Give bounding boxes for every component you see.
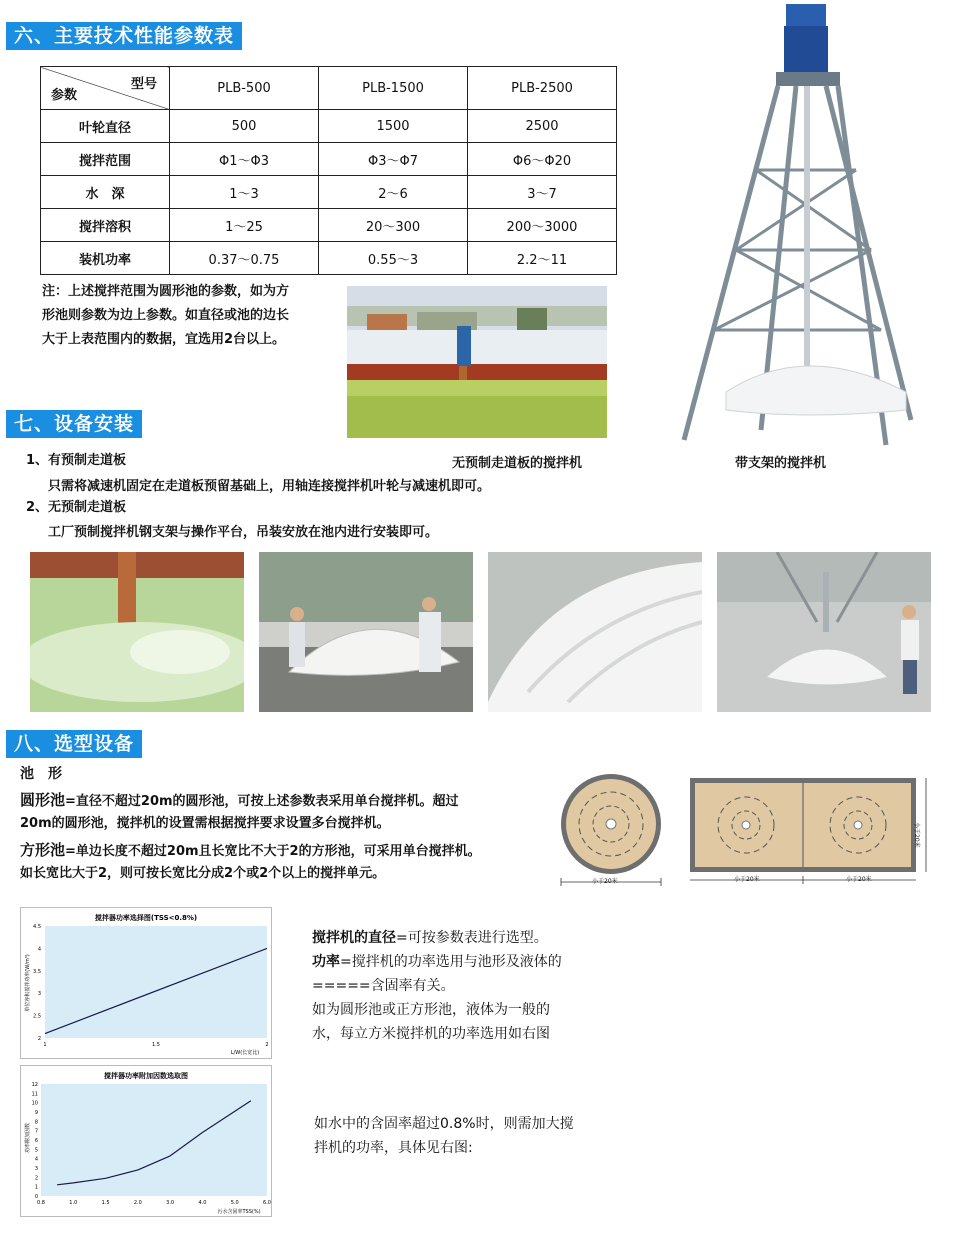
chart2-x-tick: 3.0 [166,1200,175,1206]
chart2-x-tick: 5.0 [230,1200,239,1206]
header-row-label: 参数 [51,88,78,103]
table-cell: Φ1～Φ3 [170,143,319,176]
chart2-x-tick: 4.0 [198,1200,207,1206]
table-cell: 20～300 [319,209,468,242]
table-cell: 2.2～11 [468,242,617,275]
table-cell: 2500 [468,110,617,143]
table-cell: Φ3～Φ7 [319,143,468,176]
chart1-y-tick: 3.5 [33,968,41,975]
power-line [312,950,562,974]
photo-install-4 [717,552,931,712]
chart2-x-tick: 6.0 [263,1200,271,1206]
round-pool-label: 圆形池 [20,791,66,809]
install-item2-text: 工厂预制搅拌机钢支架与操作平台，吊装安放在池内进行安装即可。 [48,525,439,540]
square-pool-line-1 [20,838,481,864]
caption-with-frame: 带支架的搅拌机 [735,456,827,471]
diameter-label: 搅拌机的直径 [312,930,396,946]
round-pool-text-1: =直径不超过20m的圆形池，可按上述参数表采用单台搅拌机。超过 [65,794,459,809]
install-item2-title: 2、无预制走道板 [26,500,127,515]
round-pool-diagram [558,772,664,890]
diameter-line [312,926,548,950]
chart2-y-tick: 3 [34,1166,38,1172]
chart2-y-tick: 6 [34,1138,38,1144]
chart1-ylabel: 单位容积搅拌功率(W/m³) [25,954,31,1012]
round-pool-text-2: 20m的圆形池，搅拌机的设置需根据搅拌要求设置多台搅拌机。 [20,816,390,831]
square-pool-text-1: =单边长度不超过20m且长宽比不大于2的方形池，可采用单台搅拌机。 [65,844,481,859]
rect-pool-diagram [688,776,938,888]
table-row [41,242,617,275]
table-cell: 200～3000 [468,209,617,242]
note-line-3: 大于上表范围内的数据，宜选用2台以上。 [42,332,286,347]
power-text-1: =搅拌机的功率选用与池形及液体的 [340,954,562,970]
caption-no-walkway: 无预制走道板的搅拌机 [452,456,583,471]
model-header: PLB-2500 [468,67,617,110]
model-header: PLB-500 [170,67,319,110]
chart2-y-tick: 12 [31,1082,38,1088]
chart2-y-tick: 4 [34,1156,38,1163]
chart2-y-tick: 9 [34,1110,38,1116]
chart1-x-tick: 1 [43,1042,47,1048]
row-label: 水 深 [41,176,170,209]
chart2-y-tick: 1 [34,1184,38,1191]
rect-dim-side: 小于20米 [913,822,920,848]
table-cell: 1500 [319,110,468,143]
chart1-y-tick: 4 [37,946,41,953]
note-line-1: 注：上述搅拌范围为圆形池的参数，如为方 [42,284,290,299]
chart2-y-tick: 10 [31,1100,38,1107]
table-row [41,209,617,242]
table-cell: 0.37～0.75 [170,242,319,275]
chart2-x-tick: 2.0 [133,1200,142,1206]
round-pool-line-1 [20,788,459,814]
table-cell: 1～3 [170,176,319,209]
chart2-plot-area [41,1084,267,1196]
table-cell: 0.55～3 [319,242,468,275]
power-label: 功率 [312,954,340,970]
install-item1-title: 1、有预制走道板 [26,453,127,468]
section-title-selection: 八、选型设备 [6,730,142,758]
chart-power-factor [20,1065,272,1217]
table-cell: 2～6 [319,176,468,209]
chart2-title: 搅拌器功率附加因数选取图 [104,1072,188,1080]
table-corner [41,67,170,110]
spec-table [40,66,617,275]
chart1-y-tick: 2.5 [33,1013,41,1020]
section-title-params: 六、主要技术性能参数表 [6,22,242,50]
photo-install-1 [30,552,244,712]
photo-mixer-with-frame [666,0,946,455]
chart1-y-tick: 2 [37,1036,41,1042]
chart2-ylabel: 功率附加因数 [25,1122,31,1154]
chart-power-factor-svg [21,1066,271,1216]
chart2-xlabel: 污水含固率TSS(%) [217,1209,261,1215]
chart1-y-tick: 3 [37,991,41,998]
rect-dim-right: 小于20米 [846,876,872,883]
rect-dim-left: 小于20米 [734,876,760,883]
power-text-2: =====含固率有关。 [312,978,455,994]
chart2-x-tick: 1.0 [69,1200,78,1206]
diameter-text: =可按参数表进行选型。 [396,930,548,946]
power-text-4: 水，每立方米搅拌机的功率选用如右图 [312,1026,550,1042]
model-header: PLB-1500 [319,67,468,110]
chart2-y-tick: 2 [34,1175,38,1182]
row-label: 搅拌溶积 [41,209,170,242]
photo-mixer-no-walkway [347,286,607,438]
chart1-x-tick: 2 [265,1042,269,1048]
row-label: 装机功率 [41,242,170,275]
row-label: 叶轮直径 [41,110,170,143]
table-cell: 500 [170,110,319,143]
install-item1-text: 只需将减速机固定在走道板预留基础上，用轴连接搅拌机叶轮与减速机即可。 [48,479,491,494]
chart1-y-tick: 4.5 [33,924,41,930]
section-title-install: 七、设备安装 [6,410,142,438]
chart-power-selection [20,907,272,1059]
table-row [41,67,617,110]
chart2-y-tick: 5 [34,1147,38,1154]
chart1-title: 搅拌器功率选择图(TSS<0.8%) [94,914,198,922]
square-pool-label: 方形池 [20,841,66,859]
solid-text-2: 拌机的功率，具体见右图: [314,1140,473,1156]
table-cell: Φ6～Φ20 [468,143,617,176]
pool-shape-label: 池 形 [20,766,62,782]
chart2-y-tick: 0 [34,1194,38,1200]
chart2-y-tick: 11 [31,1091,38,1098]
photo-install-3 [488,552,702,712]
chart2-y-tick: 8 [34,1119,38,1126]
chart2-x-tick: 0.8 [37,1200,45,1206]
chart2-x-tick: 1.5 [101,1200,110,1206]
table-row [41,176,617,209]
table-cell: 1～25 [170,209,319,242]
chart-power-selection-svg [21,908,271,1058]
chart2-y-tick: 7 [34,1128,38,1135]
table-cell: 3～7 [468,176,617,209]
chart1-x-tick: 1.5 [152,1042,160,1048]
power-text-3: 如为圆形池或正方形池，液体为一般的 [312,1002,550,1018]
square-pool-text-2: 如长宽比大于2，则可按长宽比分成2个或2个以上的搅拌单元。 [20,866,386,881]
row-label: 搅拌范围 [41,143,170,176]
chart1-xlabel: L/W(长宽比) [230,1050,260,1056]
table-row [41,143,617,176]
photo-install-2 [259,552,473,712]
round-dim-label: 小于20米 [592,878,618,885]
note-line-2: 形池则参数为边上参数。如直径或池的边长 [42,308,290,323]
table-row [41,110,617,143]
solid-text-1: 如水中的含固率超过0.8%时，则需加大搅 [314,1116,574,1132]
header-col-label: 型号 [130,77,157,92]
